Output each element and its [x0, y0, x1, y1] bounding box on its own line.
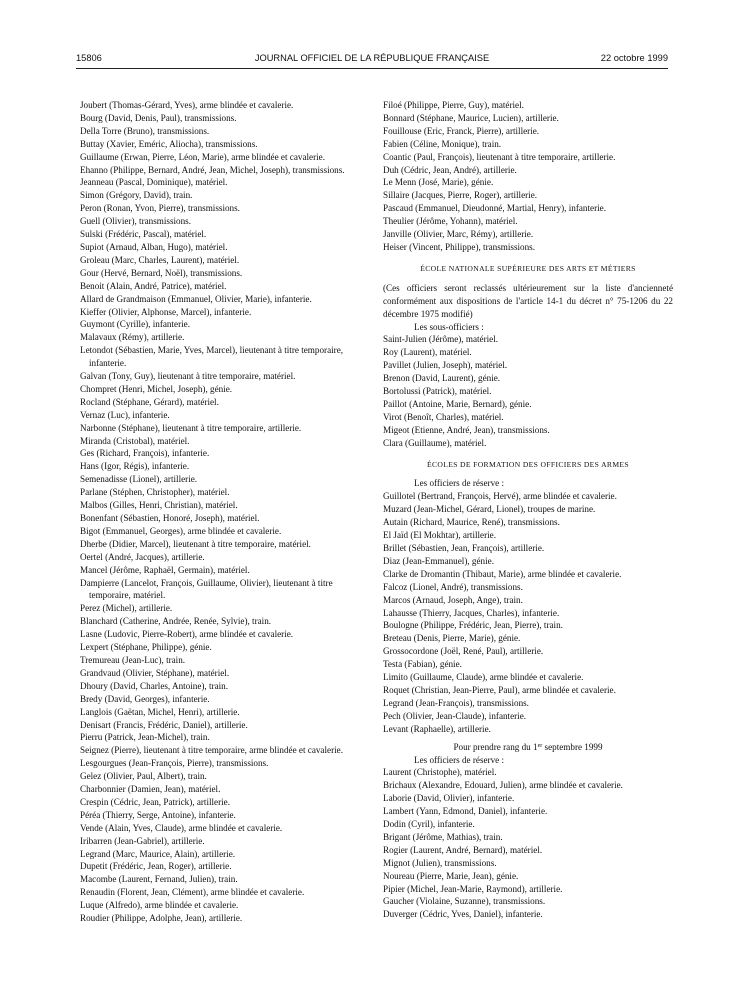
list-entry: Della Torre (Bruno), transmissions.: [80, 125, 210, 136]
list-entry: Dampierre (Lancelot, François, Guillaume, Olivier), lieutenant à titre temporaire, matériel.: [80, 577, 333, 601]
efoa-list: [383, 490, 673, 735]
list-entry: Bortolussi (Patrick), matériel.: [383, 386, 492, 397]
header-rule: [76, 68, 668, 69]
list-entry: Legrand (Jean-François), transmissions.: [383, 697, 529, 708]
list-entry: Legrand (Marc, Maurice, Alain), artillerie.: [80, 848, 236, 859]
list-entry: Lesgourgues (Jean-François, Pierre), transmissions.: [80, 758, 269, 769]
list-entry: Limito (Guillaume, Claude), arme blindée et cavalerie.: [383, 672, 584, 683]
list-entry: Testa (Fabian), génie.: [383, 659, 462, 670]
list-entry: Jeanneau (Pascal, Dominique), matériel.: [80, 177, 228, 188]
list-entry: Bigot (Emmanuel, Georges), arme blindée et cavalerie.: [80, 525, 282, 536]
list-entry: Ges (Richard, François), infanterie.: [80, 448, 210, 459]
list-entry: Langlois (Gaëtan, Michel, Henri), artillerie.: [80, 706, 240, 717]
list-entry: Guymont (Cyrille), infanterie.: [80, 319, 190, 330]
rank-heading-pre: Pour prendre rang du 1: [453, 741, 538, 752]
rank-heading-post: septembre 1999: [542, 741, 603, 752]
list-entry: Pascaud (Emmanuel, Dieudonné, Martial, Henry), infanterie.: [383, 203, 606, 214]
list-entry: Ehanno (Philippe, Bernard, André, Jean, Michel, Joseph), transmissions.: [80, 164, 345, 175]
list-entry: Hans (Igor, Régis), infanterie.: [80, 461, 190, 472]
list-entry: Luque (Alfredo), arme blindée et cavalerie.: [80, 900, 239, 911]
journal-title: JOURNAL OFFICIEL DE LA RÉPUBLIQUE FRANÇAISE: [254, 53, 490, 63]
list-entry: Pavillet (Julien, Joseph), matériel.: [383, 360, 508, 371]
list-entry: Charbonnier (Damien, Jean), matériel.: [80, 784, 221, 795]
list-entry: Lahausse (Thierry, Jacques, Charles), infanterie.: [383, 607, 560, 618]
rank-list: [383, 766, 673, 921]
list-entry: Malavaux (Rémy), artillerie.: [80, 332, 185, 343]
list-entry: Rocland (Stéphane, Gérard), matériel.: [80, 396, 219, 407]
page-number: 15806: [76, 53, 102, 63]
ensam-note: (Ces officiers seront reclassés ultérieurement sur la liste d'ancienneté conformément aux dispositions de l'article 14-1 du décret n° 75-1206 du 22 décembre 1975 modifié): [383, 282, 673, 319]
list-entry: Mancel (Jérôme, Raphaël, Germain), matériel.: [80, 564, 250, 575]
list-entry: Supiot (Arnaud, Alban, Hugo), matériel.: [80, 241, 228, 252]
list-entry: Semenadisse (Lionel), artillerie.: [80, 474, 198, 485]
list-entry: Dupetit (Frédéric, Jean, Roger), artillerie.: [80, 861, 232, 872]
list-entry: Janville (Olivier, Marc, Rémy), artillerie.: [383, 229, 534, 240]
list-entry: Marcos (Arnaud, Joseph, Ange), train.: [383, 594, 523, 605]
list-entry: Vende (Alain, Yves, Claude), arme blindée et cavalerie.: [80, 822, 283, 833]
right-top-list: [383, 99, 673, 254]
list-entry: Vernaz (Luc), infanterie.: [80, 409, 170, 420]
list-entry: Saint-Julien (Jérôme), matériel.: [383, 334, 499, 345]
list-entry: Joubert (Thomas-Gérard, Yves), arme blindée et cavalerie.: [80, 100, 294, 110]
list-entry: Crespin (Cédric, Jean, Patrick), artillerie.: [80, 796, 231, 807]
list-entry: Grossocordone (Joël, René, Paul), artillerie.: [383, 646, 544, 657]
list-entry: Breteau (Denis, Pierre, Marie), génie.: [383, 633, 521, 644]
list-entry: Galvan (Tony, Guy), lieutenant à titre temporaire, matériel.: [80, 371, 296, 382]
ensam-list: [383, 333, 673, 449]
list-entry: Falcoz (Lionel, André), transmissions.: [383, 581, 523, 592]
list-entry: Brigant (Jérôme, Mathias), train.: [383, 831, 503, 842]
list-entry: Guillaume (Erwan, Pierre, Léon, Marie), arme blindée et cavalerie.: [80, 151, 325, 162]
list-entry: Allard de Grandmaison (Emmanuel, Olivier, Marie), infanterie.: [80, 293, 312, 304]
list-entry: Roudier (Philippe, Adolphe, Jean), artillerie.: [80, 913, 243, 924]
list-entry: Parlane (Stéphen, Christopher), matériel.: [80, 487, 230, 498]
list-entry: Noureau (Pierre, Marie, Jean), génie.: [383, 870, 519, 881]
list-entry: Peron (Ronan, Yvon, Pierre), transmissions.: [80, 203, 240, 214]
page-header: [76, 53, 668, 67]
list-entry: Roy (Laurent), matériel.: [383, 347, 472, 358]
list-entry: Heiser (Vincent, Philippe), transmissions.: [383, 241, 536, 252]
list-entry: Grandvaud (Olivier, Stéphane), matériel.: [80, 667, 230, 678]
list-entry: Virot (Benoît, Charles), matériel.: [383, 411, 504, 422]
list-entry: Miranda (Cristobal), matériel.: [80, 435, 190, 446]
list-entry: Pech (Olivier, Jean-Claude), infanterie.: [383, 710, 527, 721]
list-entry: Sulski (Frédéric, Pascal), matériel.: [80, 229, 207, 240]
list-entry: Paillot (Antoine, Marie, Bernard), génie.: [383, 398, 532, 409]
list-entry: Dodin (Cyril), infanterie.: [383, 819, 475, 830]
section-title-ensam: ÉCOLE NATIONALE SUPÉRIEURE DES ARTS ET MÉTIERS: [420, 263, 636, 273]
list-entry: Boulogne (Philippe, Frédéric, Jean, Pierre), train.: [383, 620, 563, 631]
list-entry: Sillaire (Jacques, Pierre, Roger), artillerie.: [383, 190, 538, 201]
list-entry: Clarke de Dromantin (Thibaut, Marie), arme blindée et cavalerie.: [383, 568, 622, 579]
list-entry: Renaudin (Florent, Jean, Clément), arme blindée et cavalerie.: [80, 887, 305, 898]
rank-heading: [383, 741, 673, 754]
list-entry: Oertel (André, Jacques), artillerie.: [80, 551, 205, 562]
list-entry: Pierru (Patrick, Jean-Michel), train.: [80, 732, 210, 743]
list-entry: Bourg (David, Denis, Paul), transmissions.: [80, 112, 237, 123]
list-entry: Autain (Richard, Maurice, René), transmissions.: [383, 517, 560, 528]
list-entry: Diaz (Jean-Emmanuel), génie.: [383, 555, 494, 566]
list-entry: Levant (Raphaelle), artillerie.: [383, 723, 491, 734]
list-entry: Brillet (Sébastien, Jean, François), artillerie.: [383, 543, 545, 553]
list-entry: Perez (Michel), artillerie.: [80, 603, 173, 614]
list-entry: Rogier (Laurent, André, Bernard), matériel.: [383, 844, 543, 855]
left-column: [80, 99, 370, 925]
ensam-subheading: Les sous-officiers :: [414, 321, 484, 332]
list-entry: Macombe (Laurent, Fernand, Julien), train.: [80, 874, 238, 885]
list-entry: Bredy (David, Georges), infanterie.: [80, 693, 210, 704]
list-entry: Fabien (Céline, Monique), train.: [383, 138, 502, 149]
list-entry: Roquet (Christian, Jean-Pierre, Paul), arme blindée et cavalerie.: [383, 684, 616, 695]
list-entry: El Jaïd (El Mokhtar), artillerie.: [383, 530, 497, 541]
list-entry: Coantic (Paul, François), lieutenant à titre temporaire, artillerie.: [383, 151, 616, 162]
list-entry: Gaucher (Violaine, Suzanne), transmissions.: [383, 896, 546, 907]
list-entry: Muzard (Jean-Michel, Gérard, Lionel), troupes de marine.: [383, 504, 596, 515]
section-title-efoa: ÉCOLES DE FORMATION DES OFFICIERS DES ARMES: [427, 459, 629, 469]
list-entry: Clara (Guillaume), matériel.: [383, 437, 487, 448]
list-entry: Tremureau (Jean-Luc), train.: [80, 654, 186, 665]
list-entry: Chompret (Henri, Michel, Joseph), génie.: [80, 383, 233, 394]
list-entry: Duverger (Cédric, Yves, Daniel), infanterie.: [383, 909, 543, 920]
list-entry: Dherbe (Didier, Marcel), lieutenant à titre temporaire, matériel.: [80, 538, 311, 549]
list-entry: Bonnard (Stéphane, Maurice, Lucien), artillerie.: [383, 112, 559, 123]
rank-heading-sup: er: [537, 742, 543, 749]
list-entry: Gelez (Olivier, Paul, Albert), train.: [80, 771, 207, 782]
issue-date: 22 octobre 1999: [600, 53, 668, 63]
list-entry: Gour (Hervé, Bernard, Noël), transmissions.: [80, 267, 243, 278]
list-entry: Narbonne (Stéphane), lieutenant à titre temporaire, artillerie.: [80, 422, 302, 433]
list-entry: Iribarren (Jean-Gabriel), artillerie.: [80, 835, 205, 846]
list-entry: Migeot (Etienne, André, Jean), transmissions.: [383, 424, 550, 435]
list-entry: Pipier (Michel, Jean-Marie, Raymond), artillerie.: [383, 883, 563, 894]
list-entry: Malbos (Gilles, Henri, Christian), matériel.: [80, 500, 238, 511]
list-entry: Denisart (Francis, Frédéric, Daniel), artillerie.: [80, 719, 248, 730]
list-entry: Laurent (Christophe), matériel.: [383, 767, 497, 778]
list-entry: Dhoury (David, Charles, Antoine), train.: [80, 680, 228, 691]
list-entry: Brichaux (Alexandre, Edouard, Julien), arme blindée et cavalerie.: [383, 780, 623, 791]
list-entry: Fouillouse (Eric, Franck, Pierre), artillerie.: [383, 125, 540, 136]
list-entry: Le Menn (José, Marie), génie.: [383, 177, 494, 188]
list-entry: Brenon (David, Laurent), génie.: [383, 373, 501, 384]
list-entry: Groleau (Marc, Charles, Laurent), matériel.: [80, 254, 240, 265]
rank-subheading: Les officiers de réserve :: [414, 754, 505, 765]
list-entry: Bonenfant (Sébastien, Honoré, Joseph), matériel.: [80, 513, 260, 523]
list-entry: Duh (Cédric, Jean, André), artillerie.: [383, 164, 517, 175]
list-entry: Simon (Grégory, David), train.: [80, 190, 193, 201]
list-entry: Lambert (Yann, Edmond, Daniel), infanterie.: [383, 806, 548, 817]
list-entry: Lasne (Ludovic, Pierre-Robert), arme blindée et cavalerie.: [80, 629, 294, 640]
list-entry: Laborie (David, Olivier), infanterie.: [383, 793, 515, 804]
list-entry: Blanchard (Catherine, Andrée, Renée, Sylvie), train.: [80, 616, 272, 627]
list-entry: Guillotel (Bertrand, François, Hervé), arme blindée et cavalerie.: [383, 491, 617, 502]
list-entry: Theulier (Jérôme, Yohann), matériel.: [383, 216, 518, 227]
list-entry: Benoit (Alain, André, Patrice), matériel.: [80, 280, 227, 291]
list-entry: Buttay (Xavier, Eméric, Aliocha), transmissions.: [80, 138, 258, 149]
list-entry: Filoé (Philippe, Pierre, Guy), matériel.: [383, 100, 524, 110]
list-entry: Mignot (Julien), transmissions.: [383, 857, 497, 868]
right-column: [383, 99, 673, 921]
list-entry: Péréa (Thierry, Serge, Antoine), infanterie.: [80, 809, 236, 820]
list-entry: Guell (Olivier), transmissions.: [80, 216, 192, 227]
list-entry: Kieffer (Olivier, Alphonse, Marcel), infanterie.: [80, 306, 252, 317]
efoa-subheading: Les officiers de réserve :: [414, 478, 505, 489]
list-entry: Lexpert (Stéphane, Philippe), génie.: [80, 642, 212, 653]
list-entry: Letondot (Sébastien, Marie, Yves, Marcel), lieutenant à titre temporaire, infanterie.: [80, 345, 344, 369]
list-entry: Seignez (Pierre), lieutenant à titre temporaire, arme blindée et cavalerie.: [80, 745, 343, 756]
